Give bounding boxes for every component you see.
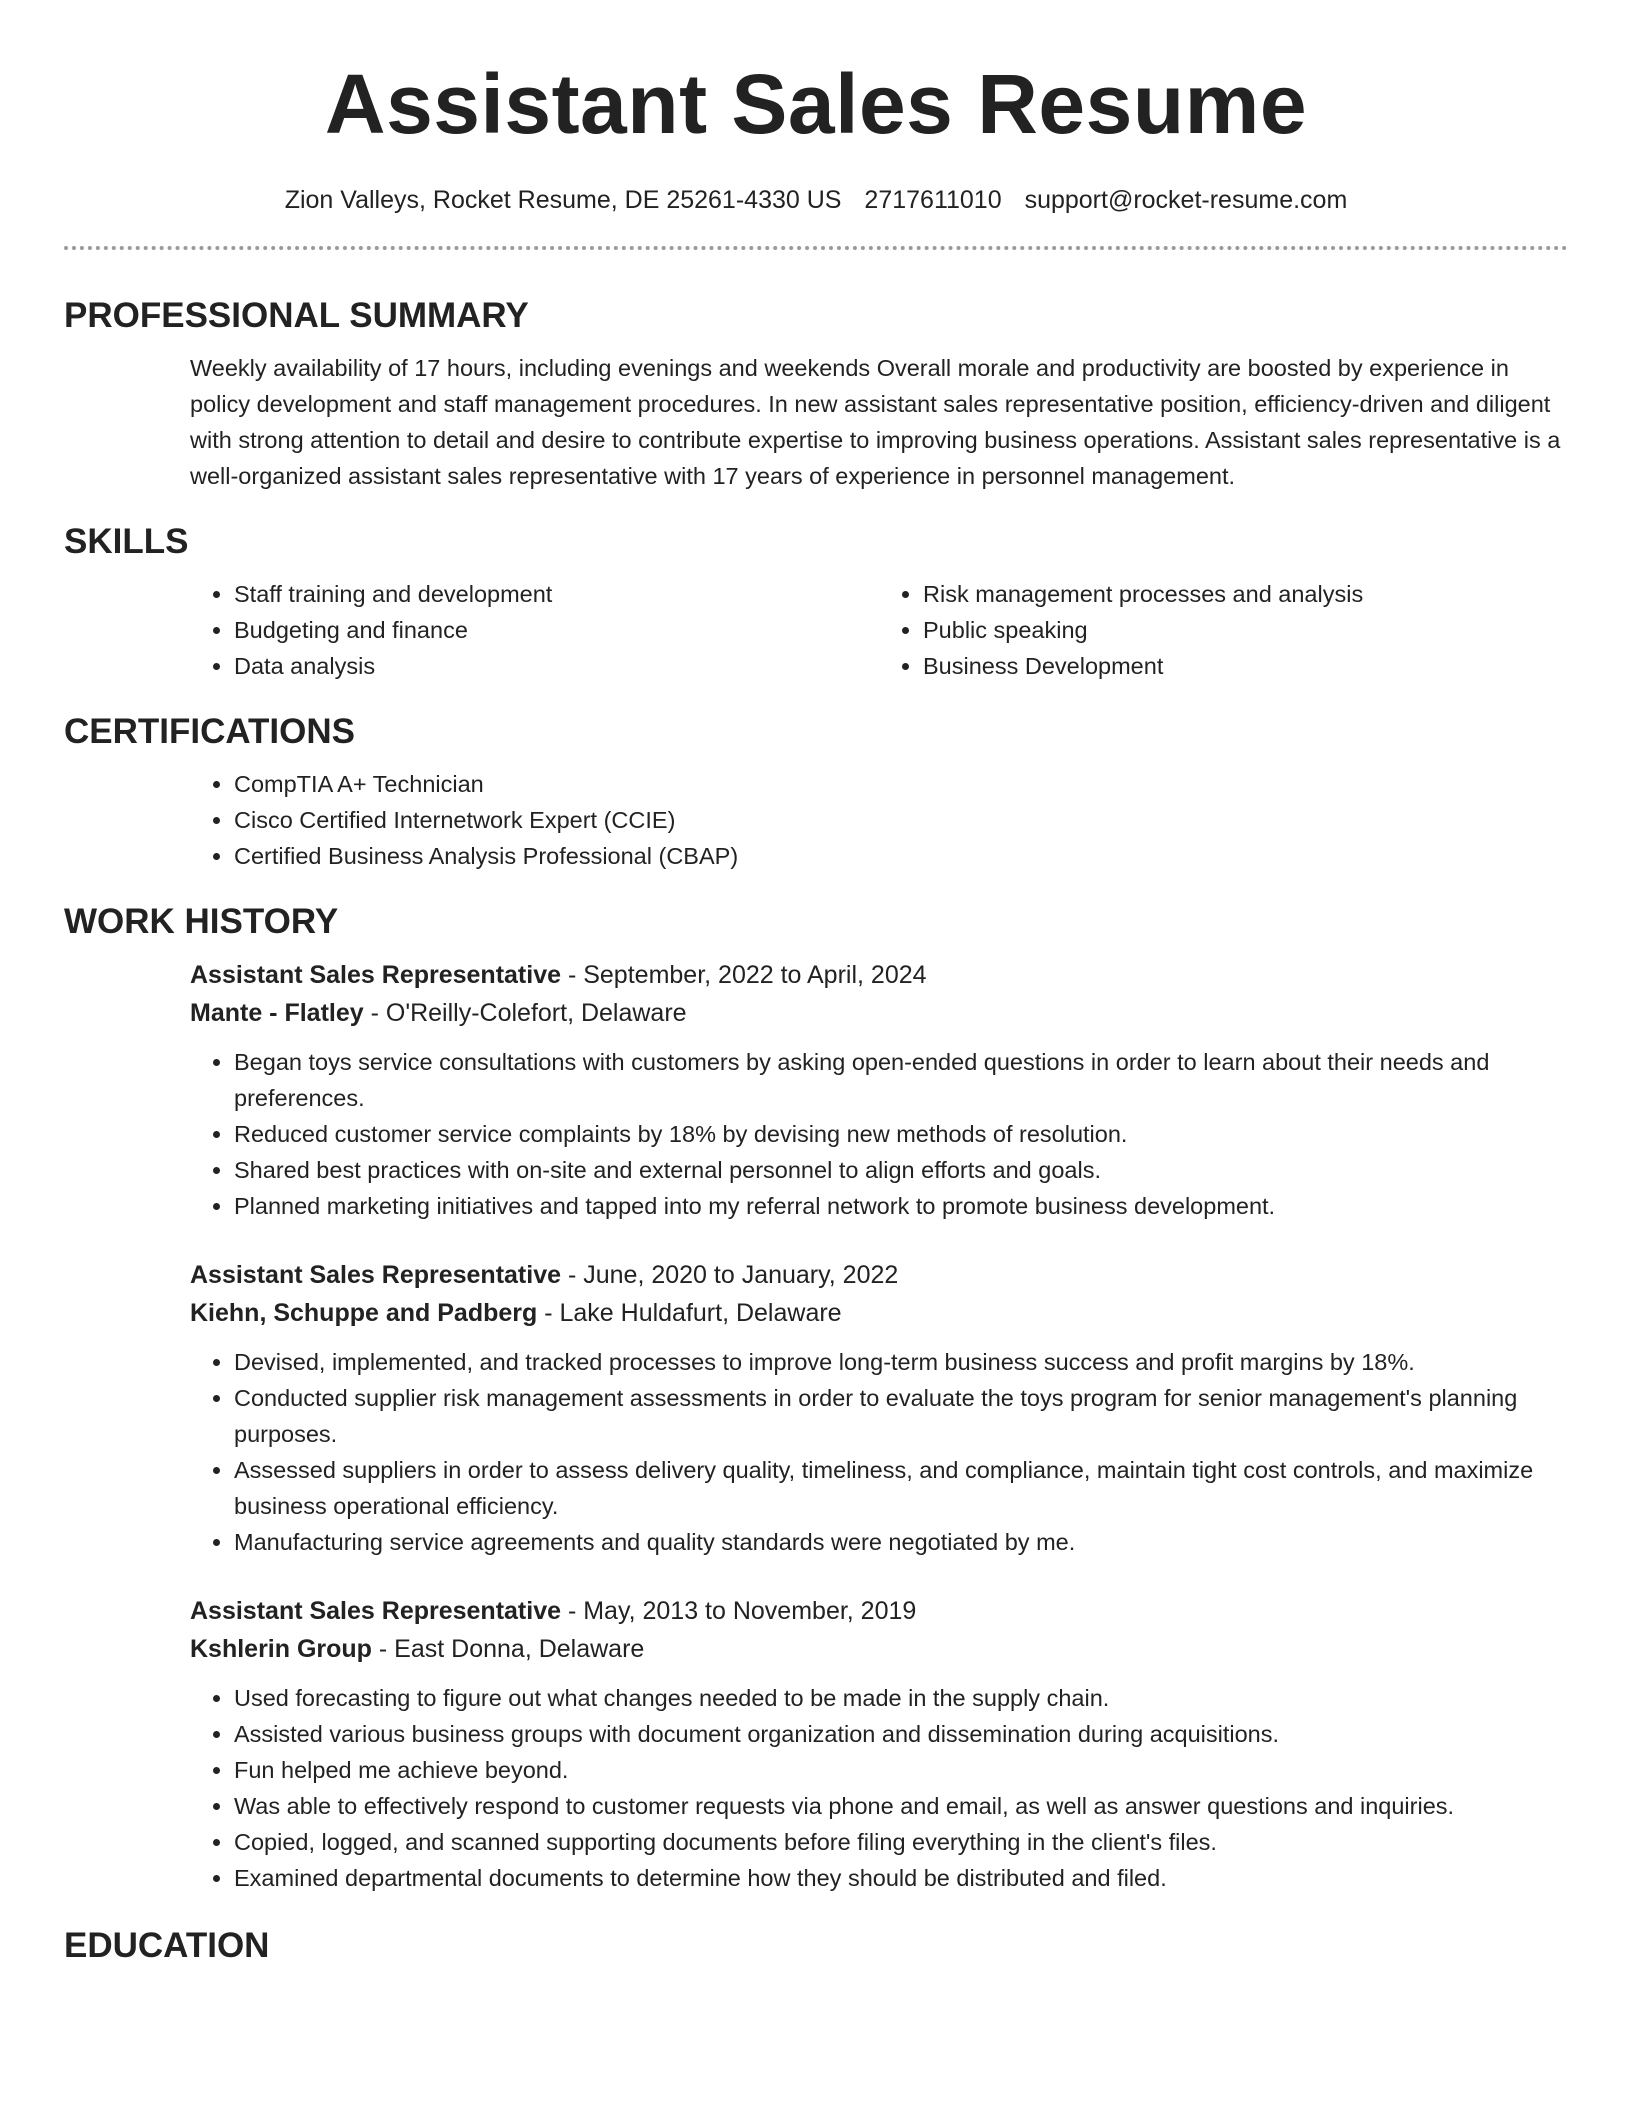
job-bullet: • Planned marketing initiatives and tapped into my referral network to promote business development. <box>234 1188 1568 1224</box>
job-location: - O'Reilly-Colefort, Delaware <box>363 999 687 1027</box>
skill-item: • Budgeting and finance <box>234 612 879 648</box>
job-role: Assistant Sales Representative <box>190 961 562 989</box>
job-bullet: • Manufacturing service agreements and quality standards were negotiated by me. <box>234 1524 1568 1560</box>
job-company-line <box>190 994 1568 1032</box>
job-role-line <box>190 956 1568 994</box>
professional-summary-section <box>64 294 1568 494</box>
section-title-education: EDUCATION <box>64 1926 270 1965</box>
job-location: - East Donna, Delaware <box>371 1635 645 1663</box>
skill-item: • Data analysis <box>234 648 879 684</box>
job-role: Assistant Sales Representative <box>190 1261 562 1289</box>
skills-section <box>64 520 1568 684</box>
job-bullets <box>190 1344 1568 1560</box>
job-dates: - September, 2022 to April, 2024 <box>561 961 927 989</box>
skills-list-right <box>879 576 1568 684</box>
resume-title: Assistant Sales Resume <box>324 57 1308 151</box>
job-bullet: • Conducted supplier risk management assessments in order to evaluate the toys program for senior management's planning purposes. <box>234 1380 1568 1452</box>
job-role-line <box>190 1256 1568 1294</box>
contact-line <box>64 184 1568 216</box>
job-company: Kiehn, Schuppe and Padberg <box>190 1299 538 1327</box>
job-bullet: • Was able to effectively respond to customer requests via phone and email, as well as answer questions and inquiries. <box>234 1788 1568 1824</box>
job-bullet: • Began toys service consultations with customers by asking open-ended questions in order to learn about their needs and preferences. <box>234 1044 1568 1116</box>
skill-item: • Public speaking <box>923 612 1568 648</box>
job-bullet: • Shared best practices with on-site and external personnel to align efforts and goals. <box>234 1152 1568 1188</box>
job-bullets <box>190 1680 1568 1896</box>
skill-item: • Risk management processes and analysis <box>923 576 1568 612</box>
section-title-work-history: WORK HISTORY <box>64 902 339 941</box>
contact-phone: 2717611010 <box>864 186 1002 214</box>
job-bullet: • Reduced customer service complaints by 18% by devising new methods of resolution. <box>234 1116 1568 1152</box>
certifications-list <box>190 766 1568 874</box>
job-company: Kshlerin Group <box>190 1635 372 1663</box>
skills-list-left <box>190 576 879 684</box>
section-title-summary: PROFESSIONAL SUMMARY <box>64 296 529 335</box>
certification-item: • Cisco Certified Internetwork Expert (CCIE) <box>234 802 1568 838</box>
work-history-section <box>64 900 1568 1896</box>
job-bullet: • Assessed suppliers in order to assess delivery quality, timeliness, and compliance, maintain tight cost controls, and maximize business operational efficiency. <box>234 1452 1568 1524</box>
job-bullet: • Fun helped me achieve beyond. <box>234 1752 1568 1788</box>
skill-item: • Staff training and development <box>234 576 879 612</box>
job-location: - Lake Huldafurt, Delaware <box>537 1299 842 1327</box>
job-bullet: • Devised, implemented, and tracked processes to improve long-term business success and profit margins by 18%. <box>234 1344 1568 1380</box>
job-bullet: • Assisted various business groups with document organization and dissemination during acquisitions. <box>234 1716 1568 1752</box>
job-bullet: • Copied, logged, and scanned supporting documents before filing everything in the client's files. <box>234 1824 1568 1860</box>
contact-address: Zion Valleys, Rocket Resume, DE 25261-4330 US <box>284 186 842 214</box>
contact-email: support@rocket-resume.com <box>1024 186 1348 214</box>
certification-item: • CompTIA A+ Technician <box>234 766 1568 802</box>
education-section <box>64 1924 1568 1968</box>
job-bullet: • Used forecasting to figure out what changes needed to be made in the supply chain. <box>234 1680 1568 1716</box>
job-entry <box>190 1256 1568 1560</box>
certification-item: • Certified Business Analysis Professional (CBAP) <box>234 838 1568 874</box>
job-company-line <box>190 1294 1568 1332</box>
job-company-line <box>190 1630 1568 1668</box>
job-bullet: • Examined departmental documents to determine how they should be distributed and filed. <box>234 1860 1568 1896</box>
header-divider <box>64 246 1568 250</box>
job-company: Mante - Flatley <box>190 999 364 1027</box>
job-entry <box>190 1592 1568 1896</box>
job-entry <box>190 956 1568 1224</box>
summary-text: Weekly availability of 17 hours, including evenings and weekends Overall morale and productivity are boosted by experience in policy development and staff management procedures. In new assistant sales representative position, efficiency-driven and diligent with strong attention to detail and desire to contribute expertise to improving business operations. Assistant sales representative is a well-organized assistant sales representative with 17 years of experience in personnel management. <box>190 355 1561 489</box>
job-role: Assistant Sales Representative <box>190 1597 562 1625</box>
job-role-line <box>190 1592 1568 1630</box>
section-title-certifications: CERTIFICATIONS <box>64 712 356 751</box>
section-title-skills: SKILLS <box>64 522 189 561</box>
job-bullets <box>190 1044 1568 1224</box>
job-dates: - May, 2013 to November, 2019 <box>561 1597 917 1625</box>
certifications-section <box>64 710 1568 874</box>
job-dates: - June, 2020 to January, 2022 <box>561 1261 899 1289</box>
skill-item: • Business Development <box>923 648 1568 684</box>
